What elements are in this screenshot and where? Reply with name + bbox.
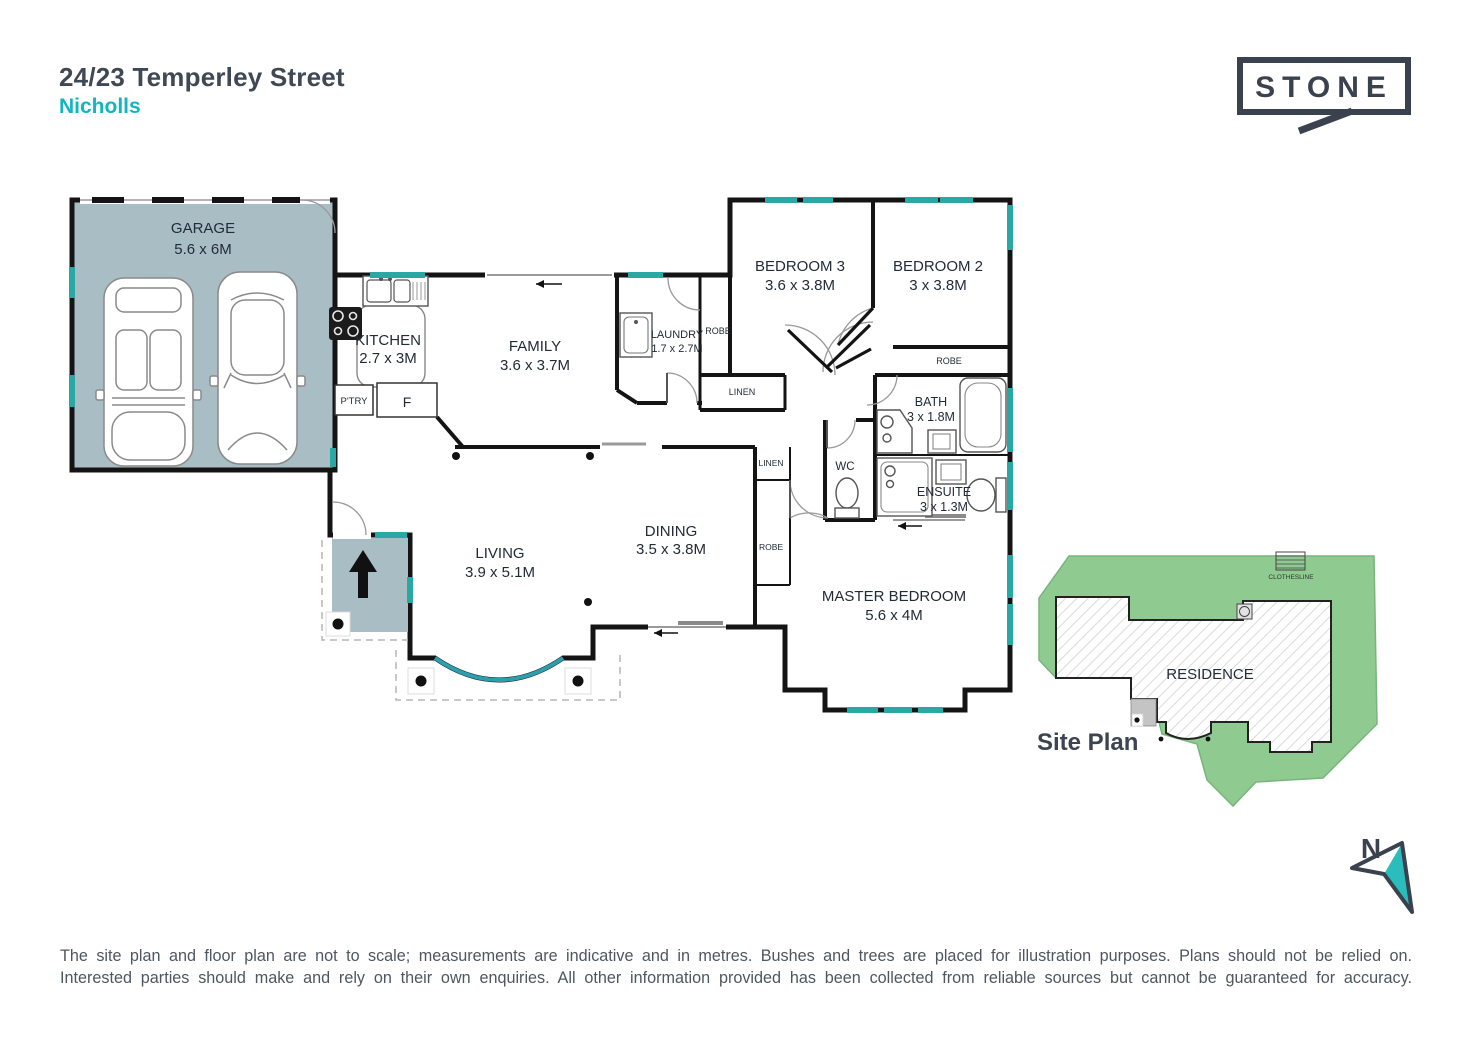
dining-label: DINING [644,523,698,540]
site-plan [1039,552,1377,806]
family-dims: 3.6 x 3.7M [499,357,571,374]
laundry-label: LAUNDRY [650,329,704,341]
room-garage [72,196,335,470]
living-dims: 3.9 x 5.1M [464,564,536,581]
robe-label-2: ROBE [936,356,962,366]
ensuite-toilet-tank [996,478,1006,512]
stone-logo [1240,60,1408,131]
bedroom2-label: BEDROOM 2 [892,258,984,275]
kitchen-dims: 2.7 x 3M [359,350,417,367]
bedroom3-label: BEDROOM 3 [754,258,846,275]
wc-label: WC [835,461,855,473]
disclaimer-line-2: Interested parties should make and rely on their own enquiries. All other information provided has been collected from reliable sources but cannot be guaranteed for accuracy. [60,969,1412,987]
page-title: 24/23 Temperley Street [59,62,345,92]
bath-label: BATH [914,395,948,409]
bedroom3-dims: 3.6 x 3.8M [764,277,836,294]
dining-dims: 3.5 x 3.8M [635,541,707,558]
family-label: FAMILY [508,338,562,355]
pantry-label: P'TRY [340,396,368,407]
fridge-label: F [402,394,412,410]
living-label: LIVING [475,545,525,562]
bedroom2-dims: 3 x 3.8M [909,277,967,294]
bay-post [573,676,584,687]
wc-toilet [835,478,859,518]
disclaimer [60,945,1412,989]
robe-label-1: ROBE [705,326,731,336]
bay-post [416,676,427,687]
site-plan-title: Site Plan [1037,729,1139,756]
master-dims: 5.6 x 4M [865,607,923,624]
robe-label-3: ROBE [758,542,784,552]
ensuite-label: ENSUITE [916,485,972,499]
north-compass [1352,833,1412,912]
garage-label: GARAGE [170,220,236,237]
porch-post [333,619,344,630]
laundry-dims: 1.7 x 2.7M [651,343,703,355]
bath-dims: 3 x 1.8M [907,410,955,424]
floor-plan [72,196,1010,710]
residence-label: RESIDENCE [1166,666,1254,683]
linen-label-2: LINEN [758,458,784,468]
car-sedan [210,272,305,464]
garage-dims: 5.6 x 6M [174,241,232,258]
disclaimer-line-1: The site plan and floor plan are not to scale; measurements are indicative and in metres. Bushes and trees are placed for illustration purposes. Plans should not be relied on. [60,947,1412,965]
suburb-label: Nicholls [59,95,141,118]
linen-label-1: LINEN [728,387,756,397]
laundry-trough [620,313,652,357]
kitchen-label: KITCHEN [355,332,421,349]
clothesline-label: CLOTHESLINE [1268,574,1314,581]
car-convertible [96,278,201,466]
north-label: N [1360,833,1382,864]
ensuite-dims: 3 x 1.3M [920,500,968,514]
logo-text: STONE [1255,71,1393,104]
master-label: MASTER BEDROOM [821,588,967,605]
ensuite-toilet-bowl [967,479,995,511]
